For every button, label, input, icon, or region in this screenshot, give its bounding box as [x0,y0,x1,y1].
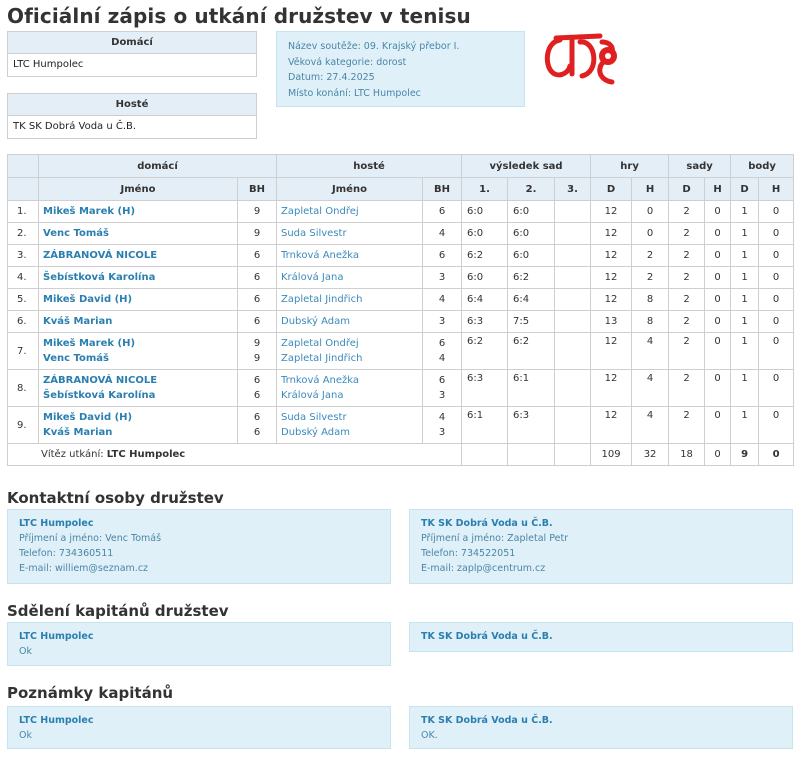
group-header-games: hry [591,155,669,178]
home-player-link[interactable]: Mikeš Marek (H) [39,201,238,223]
games-lost: 0 [632,223,669,245]
sets-lost: 0 [705,201,731,223]
sets-won: 2 [669,201,705,223]
col-header-games-won: D [591,178,632,201]
guest-player-bh: 6 [423,245,462,267]
guest-player-link[interactable]: Králová Jana [277,267,423,289]
games-won: 12 [591,201,632,223]
col-header-points-won: D [731,178,759,201]
sets-lost: 0 [705,333,731,370]
home-player-bh: 9 [238,201,277,223]
col-header-set3: 3. [555,178,591,201]
guest-contact-box [409,509,793,584]
sets-won: 2 [669,267,705,289]
home-contact-team: LTC Humpolec [19,518,94,529]
guest-notes-text: OK. [421,730,438,741]
home-message-box [7,622,391,666]
home-players-bh: 6 6 [238,407,277,444]
set1-score: 6:0 [462,267,508,289]
match-date: Datum: 27.4.2025 [288,72,375,83]
set3-score [555,311,591,333]
set1-score: 6:0 [462,223,508,245]
guest-contact-phone: Telefon: 734522051 [421,548,516,559]
set1-score: 6:2 [462,245,508,267]
points-won: 1 [731,333,759,370]
games-lost: 4 [632,370,669,407]
home-team-header: Domácí [8,32,256,54]
points-won: 1 [731,245,759,267]
points-lost: 0 [759,245,794,267]
games-lost: 4 [632,333,669,370]
home-player-bh: 6 [238,311,277,333]
home-team-name: LTC Humpolec [13,59,84,70]
col-header-points-lost: H [759,178,794,201]
points-lost: 0 [759,311,794,333]
set1-score: 6:3 [462,311,508,333]
guest-player-link[interactable]: Suda Silvestr [277,223,423,245]
set3-score [555,245,591,267]
col-header-home-bh: BH [238,178,277,201]
guest-player-link[interactable]: Zapletal Ondřej [277,201,423,223]
points-lost: 0 [759,201,794,223]
points-won: 1 [731,201,759,223]
set2-score: 6:2 [508,333,555,370]
match-row [8,333,794,370]
games-won: 12 [591,267,632,289]
guest-player-link[interactable]: Dubský Adam [277,311,423,333]
guest-contact-team: TK SK Dobrá Voda u Č.B. [421,518,553,529]
games-won: 12 [591,245,632,267]
sets-won: 2 [669,311,705,333]
col-header-sets-won: D [669,178,705,201]
club-logo-icon [540,28,622,94]
row-number: 9. [8,407,39,444]
sets-lost: 0 [705,245,731,267]
guest-team-box [7,93,257,139]
total-points-won: 9 [731,444,759,466]
points-won: 1 [731,370,759,407]
match-row [8,289,794,311]
games-won: 12 [591,407,632,444]
guest-team-header: Hosté [8,94,256,116]
group-header-home: domácí [39,155,277,178]
col-header-sets-lost: H [705,178,731,201]
set3-score [555,333,591,370]
set3-score [555,267,591,289]
sets-lost: 0 [705,223,731,245]
home-players-link[interactable]: Mikeš David (H) Kváš Marian [39,407,238,444]
home-player-bh: 6 [238,289,277,311]
corner-cell [8,178,39,201]
col-header-home-name: Jméno [39,178,238,201]
points-lost: 0 [759,407,794,444]
games-lost: 8 [632,311,669,333]
home-player-bh: 9 [238,223,277,245]
home-notes-box [7,706,391,749]
row-number: 6. [8,311,39,333]
match-info-box [276,31,525,107]
guest-players-bh: 6 3 [423,370,462,407]
match-row [8,407,794,444]
set3-score [555,223,591,245]
home-contact-name: Příjmení a jméno: Venc Tomáš [19,533,162,544]
home-notes-team: LTC Humpolec [19,715,94,726]
guest-contact-email: E-mail: zaplp@centrum.cz [421,563,546,574]
home-player-link[interactable]: Mikeš David (H) [39,289,238,311]
home-player-link[interactable]: Šebístková Karolína [39,267,238,289]
messages-heading: Sdělení kapitánů družstev [7,602,229,620]
home-players-bh: 6 6 [238,370,277,407]
match-row [8,311,794,333]
home-message-text: Ok [19,646,32,657]
match-winner: Vítěz utkání: LTC Humpolec [8,444,462,466]
total-sets-won: 18 [669,444,705,466]
guest-player-link[interactable]: Trnková Anežka [277,245,423,267]
set1-score: 6:1 [462,407,508,444]
row-number: 1. [8,201,39,223]
home-player-bh: 6 [238,267,277,289]
total-sets-lost: 0 [705,444,731,466]
group-header-sets: sady [669,155,731,178]
guest-contact-name: Příjmení a jméno: Zapletal Petr [421,533,569,544]
set2-score: 7:5 [508,311,555,333]
guest-players-link[interactable]: Trnková Anežka Králová Jana [277,370,423,407]
points-lost: 0 [759,289,794,311]
home-team-box [7,31,257,77]
match-row [8,201,794,223]
games-lost: 4 [632,407,669,444]
match-results-table [7,154,794,466]
guest-players-bh: 4 3 [423,407,462,444]
sets-lost: 0 [705,407,731,444]
row-number: 7. [8,333,39,370]
home-players-link[interactable]: Mikeš Marek (H) Venc Tomáš [39,333,238,370]
notes-heading: Poznámky kapitánů [7,684,174,702]
games-won: 13 [591,311,632,333]
match-row [8,370,794,407]
set2-score: 6:1 [508,370,555,407]
games-won: 12 [591,333,632,370]
guest-player-bh: 4 [423,223,462,245]
row-number: 2. [8,223,39,245]
points-lost: 0 [759,223,794,245]
row-number: 3. [8,245,39,267]
set2-score: 6:3 [508,407,555,444]
competition-name: Název soutěže: 09. Krajský přebor I. [288,41,460,52]
sets-lost: 0 [705,267,731,289]
guest-message-box [409,622,793,652]
col-header-games-lost: H [632,178,669,201]
set2-score: 6:2 [508,267,555,289]
sets-lost: 0 [705,289,731,311]
corner-cell [8,155,39,178]
set1-score: 6:0 [462,201,508,223]
age-category: Věková kategorie: dorost [288,56,407,68]
points-won: 1 [731,311,759,333]
guest-player-bh: 3 [423,311,462,333]
set3-score [555,201,591,223]
sets-won: 2 [669,245,705,267]
col-header-set1: 1. [462,178,508,201]
home-player-link[interactable]: Venc Tomáš [39,223,238,245]
points-won: 1 [731,223,759,245]
match-venue: Místo konání: LTC Humpolec [288,87,421,99]
games-won: 12 [591,370,632,407]
points-won: 1 [731,267,759,289]
row-number: 8. [8,370,39,407]
set1-score: 6:4 [462,289,508,311]
page-title: Oficiální zápis o utkání družstev v tenisu [7,4,471,28]
set1-score: 6:2 [462,333,508,370]
set2-score: 6:0 [508,245,555,267]
home-players-link[interactable]: ZÁBRANOVÁ NICOLE Šebístková Karolína [39,370,238,407]
set3-score [555,407,591,444]
set1-score: 6:3 [462,370,508,407]
set3-score [555,289,591,311]
points-lost: 0 [759,333,794,370]
home-player-bh: 6 [238,245,277,267]
guest-player-bh: 6 [423,201,462,223]
home-players-bh: 9 9 [238,333,277,370]
home-contact-phone: Telefon: 734360511 [19,548,114,559]
games-lost: 0 [632,201,669,223]
sets-won: 2 [669,407,705,444]
group-header-points: body [731,155,794,178]
col-header-set2: 2. [508,178,555,201]
set2-score: 6:0 [508,201,555,223]
sets-won: 2 [669,370,705,407]
set3-score [555,370,591,407]
guest-notes-box [409,706,793,749]
games-won: 12 [591,289,632,311]
sets-won: 2 [669,333,705,370]
guest-players-link[interactable]: Zapletal Ondřej Zapletal Jindřich [277,333,423,370]
set2-score: 6:0 [508,223,555,245]
games-lost: 2 [632,245,669,267]
points-won: 1 [731,407,759,444]
match-row [8,267,794,289]
home-player-link[interactable]: Kváš Marian [39,311,238,333]
games-lost: 2 [632,267,669,289]
match-row [8,223,794,245]
contacts-heading: Kontaktní osoby družstev [7,489,224,507]
home-notes-text: Ok [19,730,32,741]
sets-won: 2 [669,223,705,245]
points-lost: 0 [759,267,794,289]
home-contact-email: E-mail: williem@seznam.cz [19,563,149,574]
guest-player-bh: 4 [423,289,462,311]
group-header-result: výsledek sad [462,155,591,178]
col-header-guest-bh: BH [423,178,462,201]
points-won: 1 [731,289,759,311]
games-lost: 8 [632,289,669,311]
sets-lost: 0 [705,311,731,333]
sets-won: 2 [669,289,705,311]
guest-message-team: TK SK Dobrá Voda u Č.B. [421,631,553,642]
row-number: 5. [8,289,39,311]
total-games-won: 109 [591,444,632,466]
row-number: 4. [8,267,39,289]
guest-players-bh: 6 4 [423,333,462,370]
games-won: 12 [591,223,632,245]
summary-row [8,444,794,466]
points-lost: 0 [759,370,794,407]
guest-team-name: TK SK Dobrá Voda u Č.B. [13,121,137,132]
group-header-guests: hosté [277,155,462,178]
total-games-lost: 32 [632,444,669,466]
col-header-guest-name: Jméno [277,178,423,201]
home-message-team: LTC Humpolec [19,631,94,642]
guest-player-bh: 3 [423,267,462,289]
home-contact-box [7,509,391,584]
total-points-lost: 0 [759,444,794,466]
guest-notes-team: TK SK Dobrá Voda u Č.B. [421,715,553,726]
sets-lost: 0 [705,370,731,407]
match-row [8,245,794,267]
home-player-link[interactable]: ZÁBRANOVÁ NICOLE [39,245,238,267]
guest-player-link[interactable]: Zapletal Jindřich [277,289,423,311]
guest-players-link[interactable]: Suda Silvestr Dubský Adam [277,407,423,444]
set2-score: 6:4 [508,289,555,311]
